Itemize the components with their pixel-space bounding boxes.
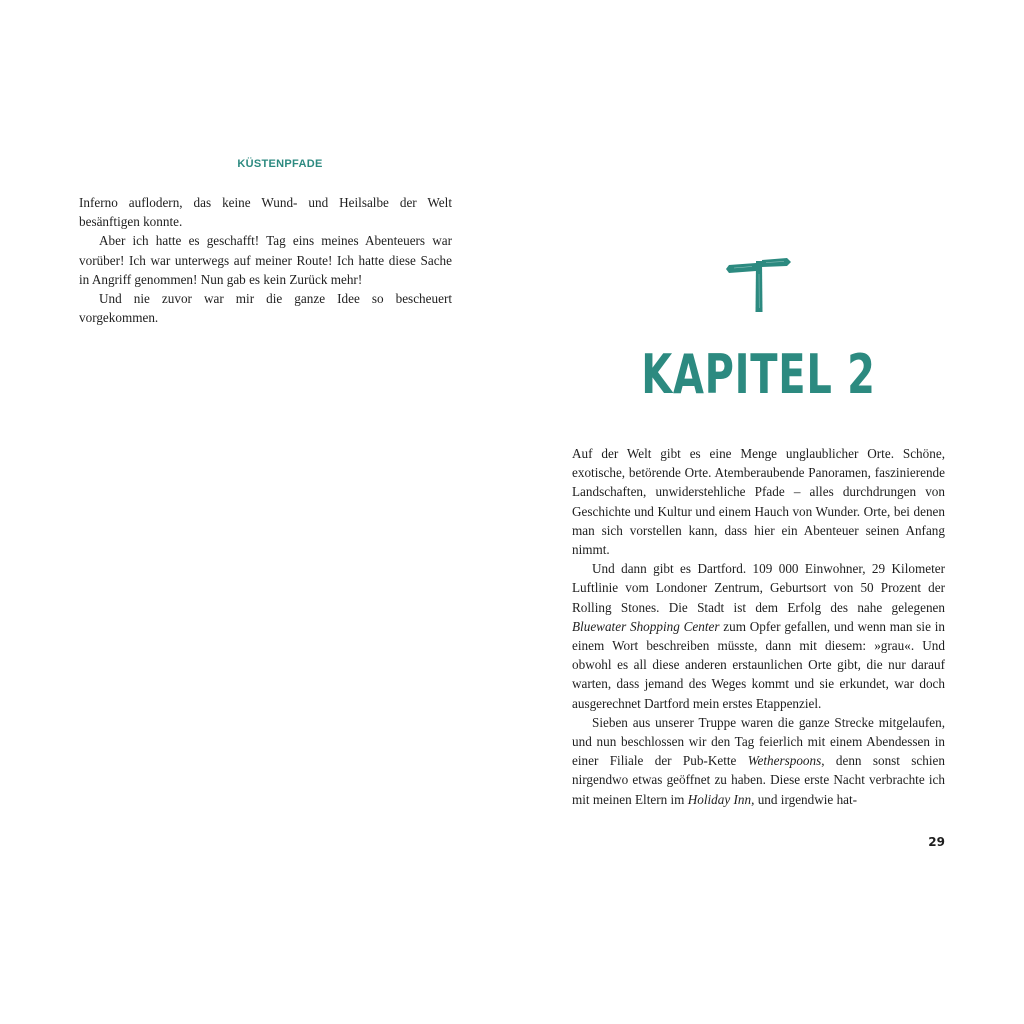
paragraph: Auf der Welt gibt es eine Menge unglaublicher Orte. Schöne, exotische, betörende Orte. Atemberaubende Panoramen, faszinierende Landschaften, unwiderstehliche Pfade – alles durchdrungen von Geschichte und Kultur und einem Hauch von Wunder. Orte, bei denen man sich vorstellen kann, dass hier ein Abenteuer seinen Anfang nimmt. [572, 446, 945, 558]
right-page-text [572, 444, 945, 809]
paragraph: Inferno auflodern, das keine Wund- und Heilsalbe der Welt besänftigen konnte. [79, 195, 452, 230]
text-run: , denn sonst schien nirgendwo etwas geöffnet zu haben. Diese erste Nacht verbrachte ich mit meinen Eltern im [572, 753, 945, 807]
paragraph: Aber ich hatte es geschafft! Tag eins meines Abenteuers war vorüber! Ich war unterwegs auf meiner Route! Ich hatte diese Sache in Angriff genommen! Nun gab es kein Zurück mehr! [79, 233, 452, 287]
italic-text: Wetherspoons [747, 753, 822, 769]
italic-text: Bluewater Shopping Center [572, 618, 720, 634]
text-run: Und dann gibt es Dartford. 109 000 Einwohner, 29 Kilometer Luftlinie vom Londoner Zentrum, Geburtsort von 50 Prozent der Rolling Stones. Die Stadt ist dem Erfolg des nahe gelegenen [572, 561, 945, 615]
paragraph [572, 559, 945, 713]
text-run: zum Opfer gefallen, und wenn man sie in einem Wort beschreiben müsste, dann mit diesem: »grau«. Und obwohl es all diese anderen erstaunlichen Orte gibt, die nur darauf warten, dass jemand des Weges kommt und sie erkundet, war doch ausgerechnet Dartford mein erstes Etappenziel. [572, 618, 945, 711]
signpost-icon [726, 252, 792, 314]
italic-text: Holiday Inn [687, 791, 752, 807]
running-head: KÜSTENPFADE [237, 158, 323, 170]
text-run: Sieben aus unserer Truppe waren die ganze Strecke mitgelaufen, und nun beschlossen wir den Tag feierlich mit einem Abendessen in einer Filiale der Pub-Kette [572, 714, 945, 769]
paragraph: Und nie zuvor war mir die ganze Idee so bescheuert vorgekommen. [79, 291, 452, 326]
text-run: , und irgendwie hat- [751, 791, 858, 807]
paragraph [572, 713, 945, 809]
chapter-title: KAPITEL 2 [641, 343, 876, 406]
page-number: 29 [928, 835, 945, 849]
left-page-text [79, 193, 452, 327]
